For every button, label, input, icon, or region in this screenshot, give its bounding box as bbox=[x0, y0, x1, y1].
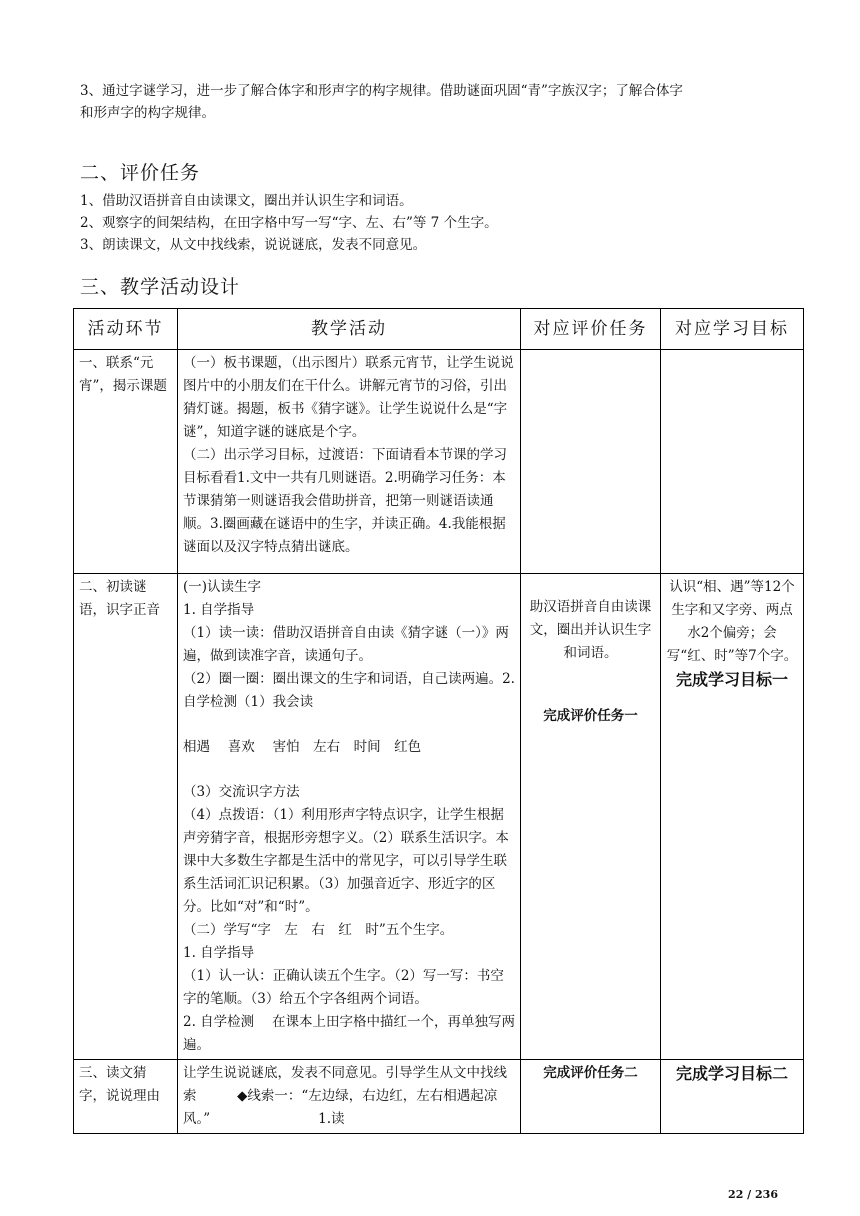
row2-activity-line: （3）交流识字方法 bbox=[183, 784, 300, 800]
row1-stage: 一、联系“元宵”，揭示课题 bbox=[74, 350, 178, 574]
row3-goal: 完成学习目标二 bbox=[661, 1060, 804, 1134]
row2-task-text: 助汉语拼音自由读课文，圈出并认识生字和词语。 bbox=[529, 599, 652, 661]
header-goal: 对应学习目标 bbox=[661, 309, 804, 350]
header-task: 对应评价任务 bbox=[521, 309, 661, 350]
table-row bbox=[74, 574, 804, 1060]
section-3-title: 三、教学活动设计 bbox=[80, 276, 241, 298]
row1-task bbox=[521, 350, 661, 574]
intro-paragraph bbox=[80, 80, 780, 124]
row2-activity-line: （4）点拨语：（1）利用形声字特点识字，让学生根据声旁猜字音，根据形旁想字义。（2）联系生活识字。本课中大多数生字都是生活中的常见字，可以引导学生联系生活词汇识记积累。（3）加强音近字、形近字的区分。比如“对”和“时”。 bbox=[183, 807, 509, 915]
row3-stage: 三、读文猜字，说说理由 bbox=[74, 1060, 178, 1134]
row1-goal bbox=[661, 350, 804, 574]
evaluation-task-list bbox=[80, 190, 780, 256]
evaluation-task-3: 3、朗读课文，从文中找线索，说说谜底，发表不同意见。 bbox=[80, 237, 427, 253]
spacer bbox=[183, 714, 515, 736]
evaluation-task-1: 1、借助汉语拼音自由读课文，圈出并认识生字和词语。 bbox=[80, 193, 413, 209]
row3-task: 完成评价任务二 bbox=[521, 1060, 661, 1134]
row1-activity-part-2: （二）出示学习目标，过渡语：下面请看本节课的学习目标看看1.文中一共有几则谜语。2.明确学习任务：本节课猜第一则谜语我会借助拼音，把第一则谜语读通顺。3.圈画藏在谜语中的生字，并读正确。4.我能根据谜面以及汉字特点猜出谜底。 bbox=[183, 447, 507, 555]
row2-activity bbox=[178, 574, 521, 1060]
row2-activity-line: （二）学写“字 左 右 红 时”五个生字。 bbox=[183, 922, 454, 938]
activity-design-table bbox=[73, 308, 804, 1134]
row2-activity-line: （2）圈一圈：圈出课文的生字和词语，自己读两遍。2. 自学检测（1）我会读 bbox=[183, 671, 515, 710]
intro-line-2: 和形声字的构字规律。 bbox=[80, 105, 215, 121]
header-activity: 教学活动 bbox=[178, 309, 521, 350]
row2-activity-line: 1. 自学指导 bbox=[183, 945, 255, 961]
row1-activity bbox=[178, 350, 521, 574]
row2-goal-text: 认识“相、遇”等12个生字和又字旁、两点水2个偏旁；会写“红、时”等7个字。 bbox=[666, 579, 798, 664]
row2-goal bbox=[661, 574, 804, 1060]
intro-line-1: 3、通过字谜学习，进一步了解合体字和形声字的构字规律。借助谜面巩固“青”字族汉字；了解合体字 bbox=[80, 83, 683, 99]
header-stage: 活动环节 bbox=[74, 309, 178, 350]
row2-activity-line: （1）读一读：借助汉语拼音自由读《猜字谜（一）》两遍，做到读准字音，读通句子。 bbox=[183, 625, 509, 664]
row3-activity: 让学生说说谜底，发表不同意见。引导学生从文中找线索 ◆线索一：“左边绿，右边红，左右相遇起凉风。” 1.读 bbox=[178, 1060, 521, 1134]
table-row bbox=[74, 350, 804, 574]
table-row bbox=[74, 1060, 804, 1134]
row2-activity-line: (一)认读生字 bbox=[183, 579, 262, 595]
row2-goal-complete: 完成学习目标一 bbox=[675, 670, 788, 689]
row2-word-list: 相遇 喜欢 害怕 左右 时间 红色 bbox=[183, 739, 422, 755]
evaluation-task-2: 2、观察字的间架结构，在田字格中写一写“字、左、右”等 7 个生字。 bbox=[80, 215, 498, 231]
row2-task-complete: 完成评价任务一 bbox=[543, 708, 638, 724]
row2-activity-line: 2. 自学检测 在课本上田字格中描红一个，再单独写两遍。 bbox=[183, 1014, 515, 1053]
row2-activity-line: （1）认一认：正确认读五个生字。（2）写一写：书空字的笔顺。（3）给五个字各组两个词语。 bbox=[183, 968, 504, 1007]
spacer bbox=[183, 759, 515, 781]
page-number: 22 / 236 bbox=[728, 1188, 778, 1201]
table-header-row bbox=[74, 309, 804, 350]
row2-stage: 二、初读谜语，识字正音 bbox=[74, 574, 178, 1060]
section-2-title: 二、评价任务 bbox=[80, 162, 201, 184]
row2-task bbox=[521, 574, 661, 1060]
row2-activity-line: 1. 自学指导 bbox=[183, 602, 255, 618]
row1-activity-part-1: （一）板书课题，（出示图片）联系元宵节，让学生说说图片中的小朋友们在干什么。讲解元宵节的习俗，引出猜灯谜。揭题，板书《猜字谜》。让学生说说什么是“字谜”，知道字谜的谜底是个字。 bbox=[183, 355, 514, 440]
